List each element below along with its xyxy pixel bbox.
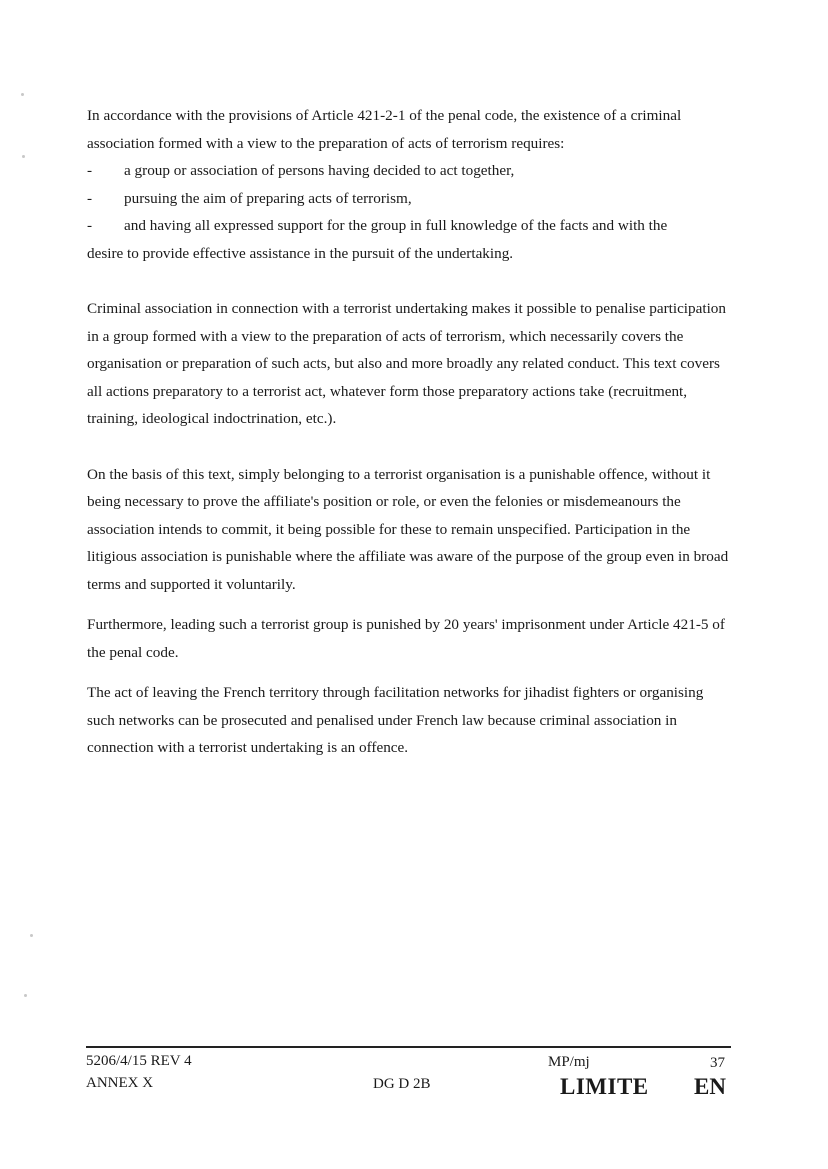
footer-divider — [86, 1046, 731, 1048]
criminal-association-paragraph: Criminal association in connection with a terrorist undertaking makes it possible to penalise participation in a group formed with a view to the preparation of acts of terrorism, which necessarily covers the organisation or preparation of such acts, but also and more broadly any related conduct. This text covers all actions preparatory to a terrorist act, whatever form those preparatory actions take (recruitment, training, ideological indoctrination, etc.). — [87, 300, 726, 427]
directorate-label: DG D 2B — [373, 1076, 431, 1092]
list-item — [87, 212, 732, 240]
list-item-text: pursuing the aim of preparing acts of terrorism, — [124, 189, 412, 207]
classification-marking: LIMITE — [560, 1074, 649, 1099]
document-body — [87, 102, 732, 762]
scan-speck — [22, 155, 25, 158]
requirements-list — [87, 157, 732, 240]
annex-label: ANNEX X — [86, 1075, 154, 1091]
leading-group-paragraph: Furthermore, leading such a terrorist group is punished by 20 years' imprisonment under Article 421-5 of the penal code. — [87, 616, 725, 661]
leaving-territory-paragraph: The act of leaving the French territory through facilitation networks for jihadist fighters or organising such networks can be prosecuted and penalised under French law because criminal association in connection with a terrorist undertaking is an offence. — [87, 684, 704, 756]
list-item-text: and having all expressed support for the group in full knowledge of the facts and with the — [124, 217, 668, 234]
list-item — [87, 157, 732, 185]
page-number: 37 — [710, 1055, 725, 1071]
document-reference: 5206/4/15 REV 4 — [86, 1053, 192, 1069]
bullet-dash: - — [87, 217, 93, 234]
intro-paragraph: In accordance with the provisions of Article 421-2-1 of the penal code, the existence of a criminal association formed with a view to the preparation of acts of terrorism requires: — [87, 107, 682, 152]
language-code: EN — [694, 1074, 726, 1099]
list-continuation: desire to provide effective assistance in the pursuit of the undertaking. — [87, 244, 514, 262]
list-item-text: a group or association of persons having decided to act together, — [124, 162, 515, 179]
scan-speck — [30, 934, 33, 937]
bullet-dash: - — [87, 189, 93, 207]
author-initials: MP/mj — [548, 1054, 590, 1070]
bullet-dash: - — [87, 162, 93, 179]
basis-paragraph: On the basis of this text, simply belonging to a terrorist organisation is a punishable offence, without it being necessary to prove the affiliate's position or role, or even the felonies or misdemeanours the association intends to commit, it being possible for these to remain unspecified. Participation in the litigious association is punishable where the affiliate was aware of the purpose of the group even in broad terms and supported it voluntarily. — [87, 465, 729, 593]
scan-speck — [21, 93, 24, 96]
scan-speck — [24, 994, 27, 997]
list-item — [87, 185, 732, 213]
